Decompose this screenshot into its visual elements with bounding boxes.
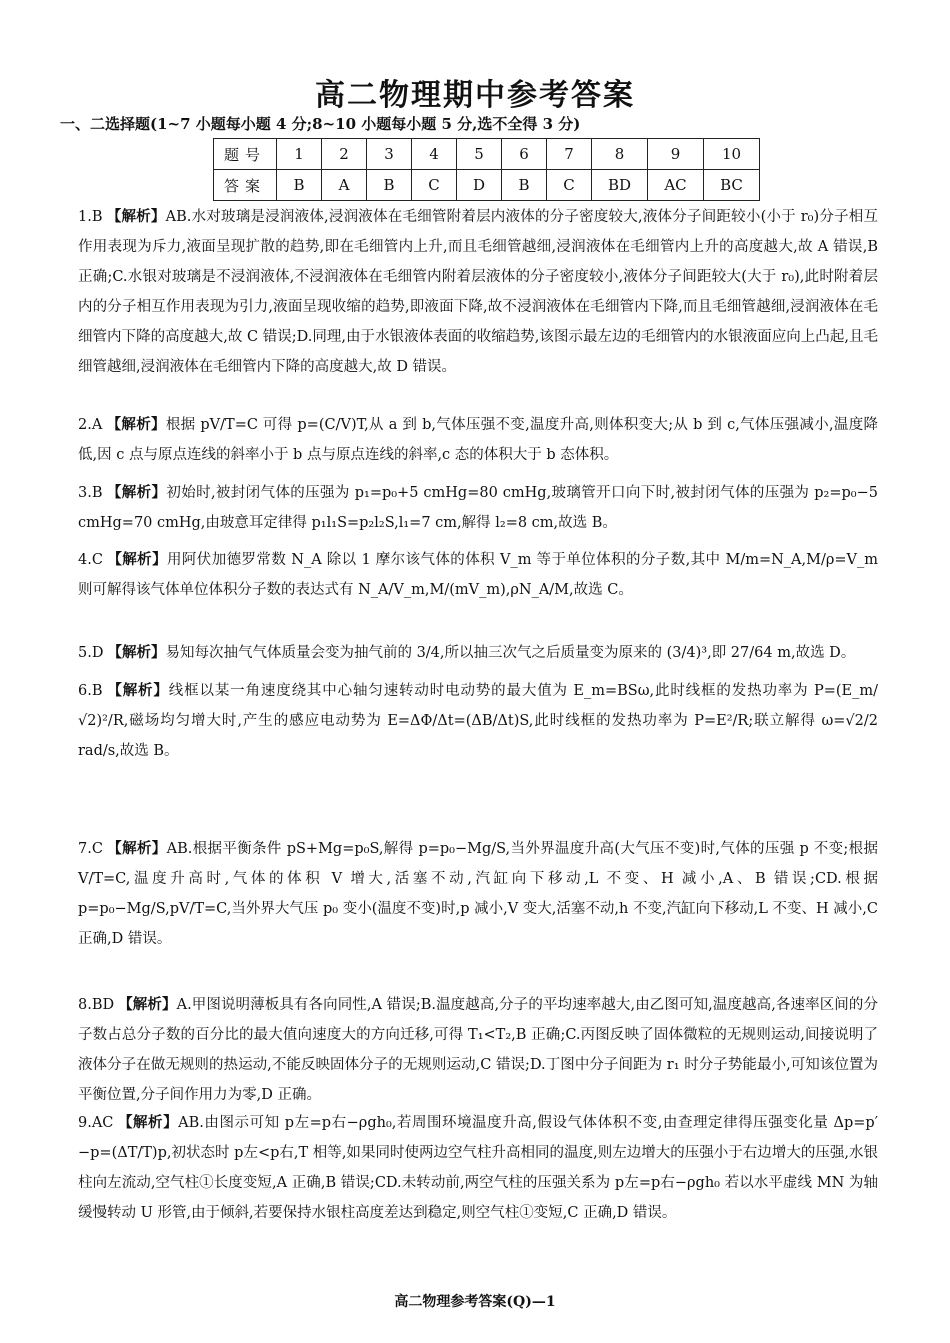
item-text: 用阿伏加德罗常数 N_A 除以 1 摩尔该气体的体积 V_m 等于单位体积的分子数,其中 M/m=N_A,M/ρ=V_m 则可解得该气体单位体积分子数的表达式有 N_A/V_m,M/(mV_m),ρN_A/M,故选 C。 — [78, 552, 878, 598]
item-text: AB.由图示可知 p左=p右−ρgh₀,若周围环境温度升高,假设气体体积不变,由查理定律得压强变化量 Δp=p′−p=(ΔT/T)p,初状态时 p左<p右,T 相等,如果同时使两边空气柱升高相同的温度,则左边增大的压强小于右边增大的压强,水银柱向左流动,空气柱①长度变短,A 正确,B 错误;CD.未转动前,两空气柱的压强关系为 p左=p右−ρgh₀ 若以水平虚线 MN 为轴缓慢转动 U 形管,由于倾斜,若要保持水银柱高度差达到稳定,则空气柱①变短,C 正确,D 错误。 — [78, 1115, 879, 1221]
item-number: 5.D — [78, 645, 104, 661]
table-cell: D — [457, 170, 502, 201]
page-title: 高二物理期中参考答案 — [315, 78, 635, 113]
item-text: 初始时,被封闭气体的压强为 p₁=p₀+5 cmHg=80 cmHg,玻璃管开口向下时,被封闭气体的压强为 p₂=p₀−5 cmHg=70 cmHg,由玻意耳定律得 p₁l₁S=p₂l₂S,l₁=7 cm,解得 l₂=8 cm,故选 B。 — [78, 485, 878, 531]
table-cell: B — [502, 170, 547, 201]
item-tag: 【解析】 — [106, 208, 166, 225]
item-text: 根据 pV/T=C 可得 p=(C/V)T,从 a 到 b,气体压强不变,温度升高,则体积变大;从 b 到 c,气体压强减小,温度降低,因 c 点与原点连线的斜率小于 b 点与原点连线的斜率,c 态的体积大于 b 态体积。 — [78, 417, 879, 463]
item-text: 线框以某一角速度绕其中心轴匀速转动时电动势的最大值为 E_m=BSω,此时线框的发热功率为 P=(E_m/√2)²/R,磁场均匀增大时,产生的感应电动势为 E=ΔΦ/Δt=(ΔB/Δt)S,此时线框的发热功率为 P=E²/R;联立解得 ω=√2/2 rad/s,故选 B。 — [78, 683, 878, 759]
table-cell: C — [547, 170, 592, 201]
answer-item-4 — [78, 545, 878, 605]
table-cell: B — [367, 170, 412, 201]
table-row-answers — [214, 170, 760, 201]
table-cell: 9 — [648, 139, 704, 170]
item-tag: 【解析】 — [107, 644, 166, 661]
answer-table — [213, 138, 760, 201]
table-header-cell: 答案 — [214, 170, 277, 201]
table-cell: BC — [704, 170, 760, 201]
table-cell: C — [412, 170, 457, 201]
table-cell: 5 — [457, 139, 502, 170]
table-cell: 1 — [277, 139, 322, 170]
table-cell: 2 — [322, 139, 367, 170]
answer-item-5 — [78, 638, 878, 668]
table-cell: 7 — [547, 139, 592, 170]
item-number: 9.AC — [78, 1115, 114, 1131]
answer-item-1 — [78, 202, 878, 382]
answer-item-3 — [78, 478, 878, 538]
answer-item-6 — [78, 676, 878, 766]
answer-item-7 — [78, 834, 878, 954]
page-footer: 高二物理参考答案(Q)—1 — [394, 1294, 556, 1310]
item-number: 4.C — [78, 552, 103, 568]
item-number: 7.C — [78, 841, 103, 857]
table-cell: 6 — [502, 139, 547, 170]
item-number: 6.B — [78, 683, 103, 699]
item-text: A.甲图说明薄板具有各向同性,A 错误;B.温度越高,分子的平均速率越大,由乙图可知,温度越高,各速率区间的分子数占总分子数的百分比的最大值向速度大的方向迁移,可得 T₁<T₂,B 正确;C.丙图反映了固体微粒的无规则运动,间接说明了液体分子在做无规则的热运动,不能反映固体分子的无规则运动,C 错误;D.丁图中分子间距为 r₁ 时分子势能最小,可知该位置为平衡位置,分子间作用力为零,D 正确。 — [78, 997, 878, 1103]
item-tag: 【解析】 — [117, 1114, 179, 1131]
item-number: 1.B — [78, 209, 103, 225]
section-header: 一、二选择题(1~7 小题每小题 4 分;8~10 小题每小题 5 分,选不全得 3 分) — [60, 115, 581, 133]
item-text: AB.根据平衡条件 pS+Mg=p₀S,解得 p=p₀−Mg/S,当外界温度升高(大气压不变)时,气体的压强 p 不变;根据 V/T=C,温度升高时,气体的体积 V 增大,活塞不动,汽缸向下移动,L 不变、H 减小,A、B 错误;CD.根据 p=p₀−Mg/S,pV/T=C,当外界大气压 p₀ 变小(温度不变)时,p 减小,V 变大,活塞不动,h 不变,汽缸向下移动,L 不变、H 减小,C 正确,D 错误。 — [78, 841, 878, 947]
table-cell: 10 — [704, 139, 760, 170]
table-cell: A — [322, 170, 367, 201]
item-number: 3.B — [78, 485, 103, 501]
item-number: 8.BD — [78, 997, 115, 1013]
item-tag: 【解析】 — [106, 484, 167, 501]
table-cell: B — [277, 170, 322, 201]
table-cell: AC — [648, 170, 704, 201]
answer-item-9 — [78, 1108, 878, 1228]
table-cell: BD — [592, 170, 648, 201]
answer-item-8 — [78, 990, 878, 1110]
item-tag: 【解析】 — [106, 551, 167, 568]
item-text: AB.水对玻璃是浸润液体,浸润液体在毛细管附着层内液体的分子密度较大,液体分子间距较小(小于 r₀)分子相互作用表现为斥力,液面呈现扩散的趋势,即在毛细管内上升,而且毛细管越细,浸润液体在毛细管内上升的高度越大,故 A 错误,B 正确;C.水银对玻璃是不浸润液体,不浸润液体在毛细管内附着层液体的分子密度较小,液体分子间距较大(大于 r₀),此时附着层内的分子相互作用表现为引力,液面呈现收缩的趋势,即液面下降,故不浸润液体在毛细管内下降,而且毛细管越细,浸润液体在毛细管内下降的高度越大,故 C 错误;D.同理,由于水银液体表面的收缩趋势,该图示最左边的毛细管内的水银液面应向上凸起,且毛细管越细,浸润液体在毛细管内下降的高度越大,故 D 错误。 — [78, 209, 879, 375]
item-number: 2.A — [78, 417, 103, 433]
item-tag: 【解析】 — [106, 682, 169, 699]
table-row-numbers — [214, 139, 760, 170]
table-cell: 3 — [367, 139, 412, 170]
table-cell: 4 — [412, 139, 457, 170]
table-cell: 8 — [592, 139, 648, 170]
table-header-cell: 题号 — [214, 139, 277, 170]
answer-item-2 — [78, 410, 878, 470]
item-tag: 【解析】 — [118, 996, 177, 1013]
item-tag: 【解析】 — [106, 840, 167, 857]
item-text: 易知每次抽气气体质量会变为抽气前的 3/4,所以抽三次气之后质量变为原来的 (3/4)³,即 27/64 m,故选 D。 — [165, 645, 856, 661]
item-tag: 【解析】 — [106, 416, 166, 433]
